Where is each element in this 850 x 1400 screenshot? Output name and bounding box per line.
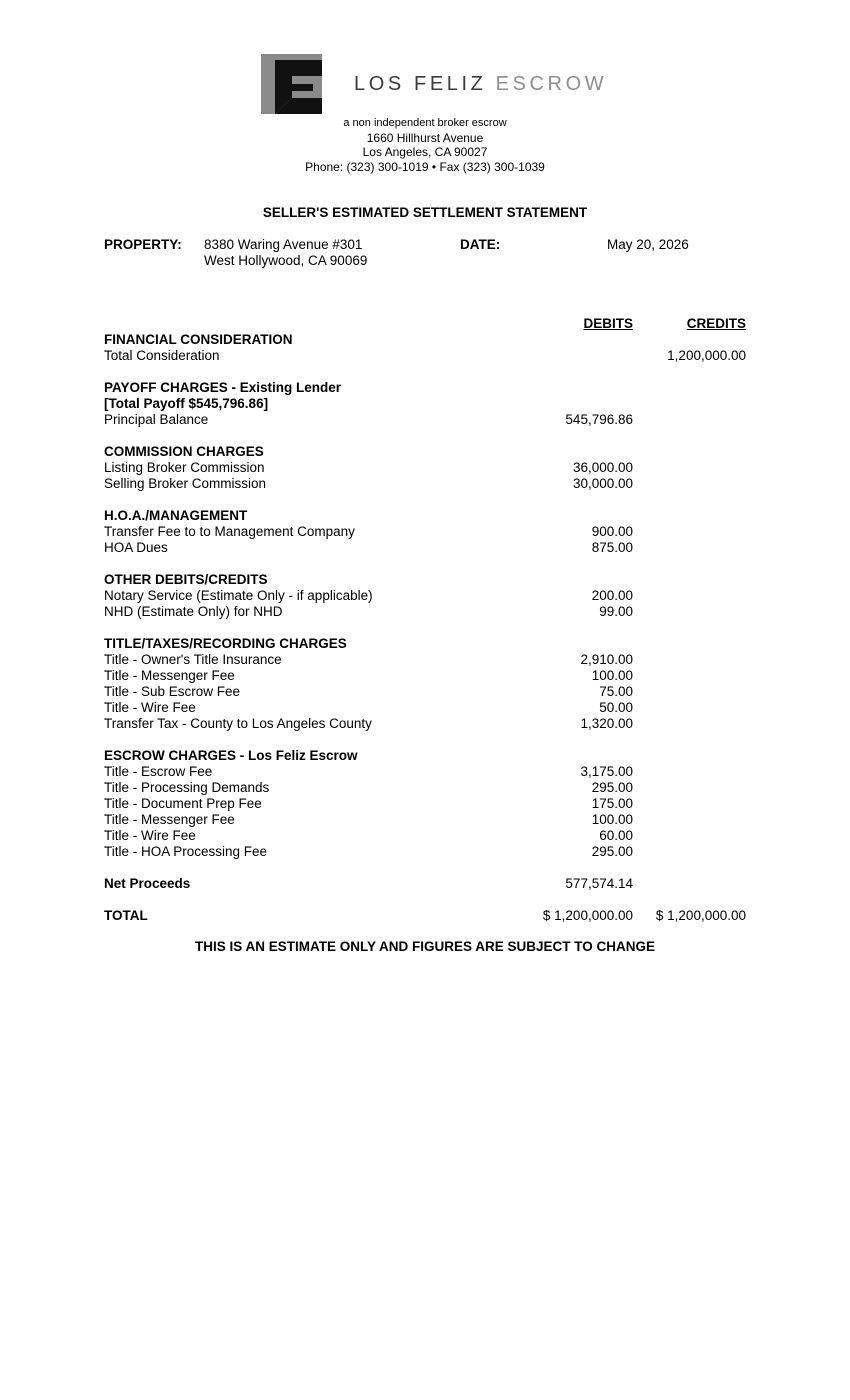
section-heading-escrow: ESCROW CHARGES - Los Feliz Escrow <box>104 748 358 763</box>
line-item-description: Title - Messenger Fee <box>104 668 235 683</box>
company-address <box>225 116 625 174</box>
line-item-row <box>104 812 746 828</box>
total-row <box>104 908 746 924</box>
property-address-line1: 8380 Waring Avenue #301 <box>204 237 363 252</box>
property-label: PROPERTY: <box>104 237 182 252</box>
net-proceeds-row <box>104 876 746 892</box>
line-item-debit: 295.00 <box>591 780 633 795</box>
line-item-description: Selling Broker Commission <box>104 476 267 491</box>
line-item-description: Notary Service (Estimate Only - if applicable) <box>104 588 373 603</box>
line-item-debit: 3,175.00 <box>580 764 633 779</box>
line-item-debit: 75.00 <box>599 684 633 699</box>
line-item-row <box>104 828 746 844</box>
line-item-debit: 545,796.86 <box>565 412 633 427</box>
line-item-row <box>104 348 746 364</box>
date-value: May 20, 2026 <box>607 237 689 252</box>
credits-column-header: CREDITS <box>686 316 746 331</box>
net-proceeds-debit: 577,574.14 <box>565 876 633 891</box>
stylized-letter-e-logo-icon <box>261 54 322 114</box>
total-label: TOTAL <box>104 908 148 923</box>
line-item-description: Title - Wire Fee <box>104 700 196 715</box>
line-item-row <box>104 524 746 540</box>
line-item-row <box>104 476 746 492</box>
brand-word-escrow: ESCROW <box>495 73 608 95</box>
line-item-debit: 100.00 <box>591 812 633 827</box>
line-item-description: Title - HOA Processing Fee <box>104 844 268 859</box>
line-item-row <box>104 684 746 700</box>
line-item-debit: 100.00 <box>591 668 633 683</box>
line-item-debit: 295.00 <box>591 844 633 859</box>
line-item-description: Title - Sub Escrow Fee <box>104 684 241 699</box>
line-item-description: Total Consideration <box>104 348 220 363</box>
total-debit: $ 1,200,000.00 <box>542 908 633 923</box>
section-heading-title-taxes: TITLE/TAXES/RECORDING CHARGES <box>104 636 347 651</box>
line-item-description: Title - Escrow Fee <box>104 764 213 779</box>
line-item-description: NHD (Estimate Only) for NHD <box>104 604 283 619</box>
line-item-description: Title - Wire Fee <box>104 828 196 843</box>
line-item-debit: 175.00 <box>591 796 633 811</box>
line-item-description: Transfer Tax - County to Los Angeles County <box>104 716 372 731</box>
line-item-debit: 200.00 <box>591 588 633 603</box>
line-item-debit: 60.00 <box>599 828 633 843</box>
line-item-debit: 36,000.00 <box>572 460 633 475</box>
section-heading-commission: COMMISSION CHARGES <box>104 444 264 459</box>
company-tagline: a non independent broker escrow <box>343 117 507 129</box>
line-item-row <box>104 700 746 716</box>
date-label: DATE: <box>460 237 501 252</box>
line-item-description: Title - Owner's Title Insurance <box>104 652 282 667</box>
line-item-debit: 875.00 <box>591 540 633 555</box>
estimate-disclaimer: THIS IS AN ESTIMATE ONLY AND FIGURES ARE SUBJECT TO CHANGE <box>194 939 656 954</box>
total-credit: $ 1,200,000.00 <box>655 908 746 923</box>
line-item-row <box>104 412 746 428</box>
line-item-description: Title - Messenger Fee <box>104 812 235 827</box>
document-title: SELLER'S ESTIMATED SETTLEMENT STATEMENT <box>262 205 588 220</box>
line-item-row <box>104 588 746 604</box>
property-address-line2: West Hollywood, CA 90069 <box>204 253 368 268</box>
company-city: Los Angeles, CA 90027 <box>362 145 488 159</box>
line-item-row <box>104 780 746 796</box>
line-item-debit: 900.00 <box>591 524 633 539</box>
line-item-row <box>104 540 746 556</box>
debits-column-header: DEBITS <box>583 316 633 331</box>
company-street: 1660 Hillhurst Avenue <box>366 130 484 145</box>
line-item-row <box>104 796 746 812</box>
line-item-description: Title - Processing Demands <box>104 780 270 795</box>
company-phone-fax: Phone: (323) 300-1019 • Fax (323) 300-1039 <box>305 159 545 174</box>
line-item-row <box>104 844 746 860</box>
net-proceeds-label: Net Proceeds <box>104 876 191 891</box>
section-heading-hoa: H.O.A./MANAGEMENT <box>104 508 248 523</box>
line-item-row <box>104 668 746 684</box>
brand-word-feliz: FELIZ <box>414 73 487 95</box>
line-item-description: Title - Document Prep Fee <box>104 796 262 811</box>
line-item-description: Transfer Fee to to Management Company <box>104 524 355 539</box>
line-item-row <box>104 604 746 620</box>
section-heading-other: OTHER DEBITS/CREDITS <box>104 572 268 587</box>
line-item-row <box>104 716 746 732</box>
line-item-debit: 99.00 <box>599 604 633 619</box>
line-item-debit: 30,000.00 <box>572 476 633 491</box>
section-heading-financial: FINANCIAL CONSIDERATION <box>104 332 293 347</box>
line-item-debit: 1,320.00 <box>580 716 633 731</box>
brand-name <box>354 72 607 96</box>
line-item-debit: 2,910.00 <box>580 652 633 667</box>
line-item-description: Principal Balance <box>104 412 209 427</box>
line-item-row <box>104 764 746 780</box>
line-item-credit: 1,200,000.00 <box>667 348 746 363</box>
section-subheading-payoff-total: [Total Payoff $545,796.86] <box>104 396 269 411</box>
line-item-description: HOA Dues <box>104 540 168 555</box>
line-item-debit: 50.00 <box>599 700 633 715</box>
brand-word-los: LOS <box>354 73 405 95</box>
line-item-row <box>104 652 746 668</box>
line-item-description: Listing Broker Commission <box>104 460 265 475</box>
line-item-row <box>104 460 746 476</box>
section-heading-payoff: PAYOFF CHARGES - Existing Lender <box>104 380 342 395</box>
